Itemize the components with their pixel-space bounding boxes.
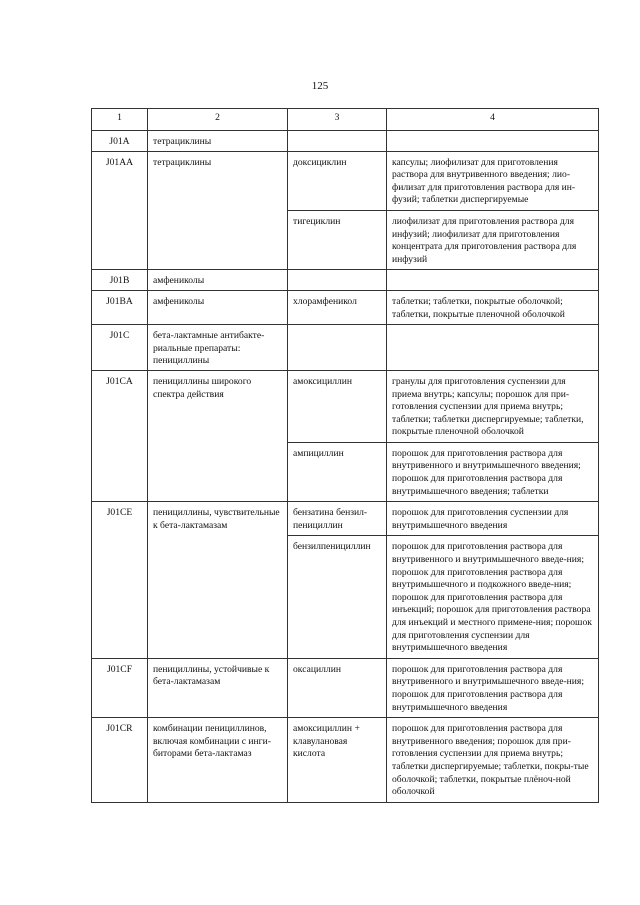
group-name: амфениколы xyxy=(148,270,288,291)
atc-code: J01CF xyxy=(92,658,148,717)
dosage-forms: порошок для приготовления раствора для внутривенного и внутримышечного введения; порошок для приготовления раствора для внутримышечного введения; таблетки xyxy=(387,442,599,501)
empty-cell xyxy=(387,325,599,371)
dosage-forms: лиофилизат для приготовления раствора для инфузий; лиофилизат для приготовления концентрата для приготовления раствора для инфузий xyxy=(387,210,599,269)
empty-cell xyxy=(288,131,387,152)
column-header-1: 1 xyxy=(92,109,148,131)
table-row xyxy=(92,502,599,536)
empty-cell xyxy=(387,270,599,291)
drug-name: амоксициллин + клавулановая кислота xyxy=(288,718,387,803)
drug-name: амоксициллин xyxy=(288,370,387,442)
group-name: амфениколы xyxy=(148,290,288,324)
column-header-4: 4 xyxy=(387,109,599,131)
empty-cell xyxy=(288,325,387,371)
table-row xyxy=(92,270,599,291)
group-name: пенициллины, устойчивые к бета-лактамазам xyxy=(148,658,288,717)
empty-cell xyxy=(288,270,387,291)
drug-name: доксициклин xyxy=(288,151,387,210)
atc-code: J01A xyxy=(92,131,148,152)
table-row xyxy=(92,151,599,210)
table-row xyxy=(92,658,599,717)
drug-name: хлорамфеникол xyxy=(288,290,387,324)
dosage-forms: порошок для приготовления раствора для внутривенного и внутримышечного введе-ния; порошок для приготовления раствора для внутримышечного введения xyxy=(387,658,599,717)
dosage-forms: гранулы для приготовления суспензии для приема внутрь; капсулы; порошок для при-готовления суспензии для приема внутрь; таблетки; таблетки диспергируемые; таблетки, покрытые пленочной оболочкой xyxy=(387,370,599,442)
group-name: комбинации пенициллинов, включая комбинации с инги-биторами бета-лактамаз xyxy=(148,718,288,803)
drug-name: бензилпенициллин xyxy=(288,536,387,658)
dosage-forms: порошок для приготовления суспензии для внутримышечного введения xyxy=(387,502,599,536)
page-number: 125 xyxy=(311,80,329,92)
drug-name: бензатина бензил-пенициллин xyxy=(288,502,387,536)
group-name: тетрациклины xyxy=(148,131,288,152)
group-name: пенициллины широкого спектра действия xyxy=(148,370,288,501)
dosage-forms: таблетки; таблетки, покрытые оболочкой; таблетки, покрытые пленочной оболочкой xyxy=(387,290,599,324)
atc-code: J01C xyxy=(92,325,148,371)
table-row xyxy=(92,718,599,803)
drug-name: ампициллин xyxy=(288,442,387,501)
dosage-forms: порошок для приготовления раствора для внутривенного введения; порошок для при-готовления суспензии для приема внутрь; таблетки диспергируемые; таблетки, покры-тые оболочкой; таблетки, покрытые плёноч-ной оболочкой xyxy=(387,718,599,803)
dosage-forms: капсулы; лиофилизат для приготовления раствора для внутривенного введения; лио-филизат для приготовления раствора для ин-фузий; таблетки диспергируемые xyxy=(387,151,599,210)
table-header-row xyxy=(92,109,599,131)
group-name: тетрациклины xyxy=(148,151,288,270)
drug-name: оксациллин xyxy=(288,658,387,717)
empty-cell xyxy=(387,131,599,152)
atc-code: J01CA xyxy=(92,370,148,501)
atc-code: J01B xyxy=(92,270,148,291)
atc-code: J01CE xyxy=(92,502,148,659)
group-name: пенициллины, чувствительные к бета-лактамазам xyxy=(148,502,288,659)
table-row xyxy=(92,325,599,371)
atc-code: J01AA xyxy=(92,151,148,270)
table-row xyxy=(92,290,599,324)
drug-table xyxy=(91,108,599,803)
table-row xyxy=(92,131,599,152)
group-name: бета-лактамные антибакте-риальные препараты: пенициллины xyxy=(148,325,288,371)
drug-name: тигециклин xyxy=(288,210,387,269)
column-header-3: 3 xyxy=(288,109,387,131)
dosage-forms: порошок для приготовления раствора для внутривенного и внутримышечного введе-ния; порошок для приготовления раствора для внутримышечного и подкожного введе-ния; порошок для приготовления раствора для инъекций; порошок для приготовления раствора для инъекций и местного примене-ния; порошок для приготовления суспензии для внутримышечного введения xyxy=(387,536,599,658)
atc-code: J01BA xyxy=(92,290,148,324)
column-header-2: 2 xyxy=(148,109,288,131)
table-row xyxy=(92,370,599,442)
atc-code: J01CR xyxy=(92,718,148,803)
